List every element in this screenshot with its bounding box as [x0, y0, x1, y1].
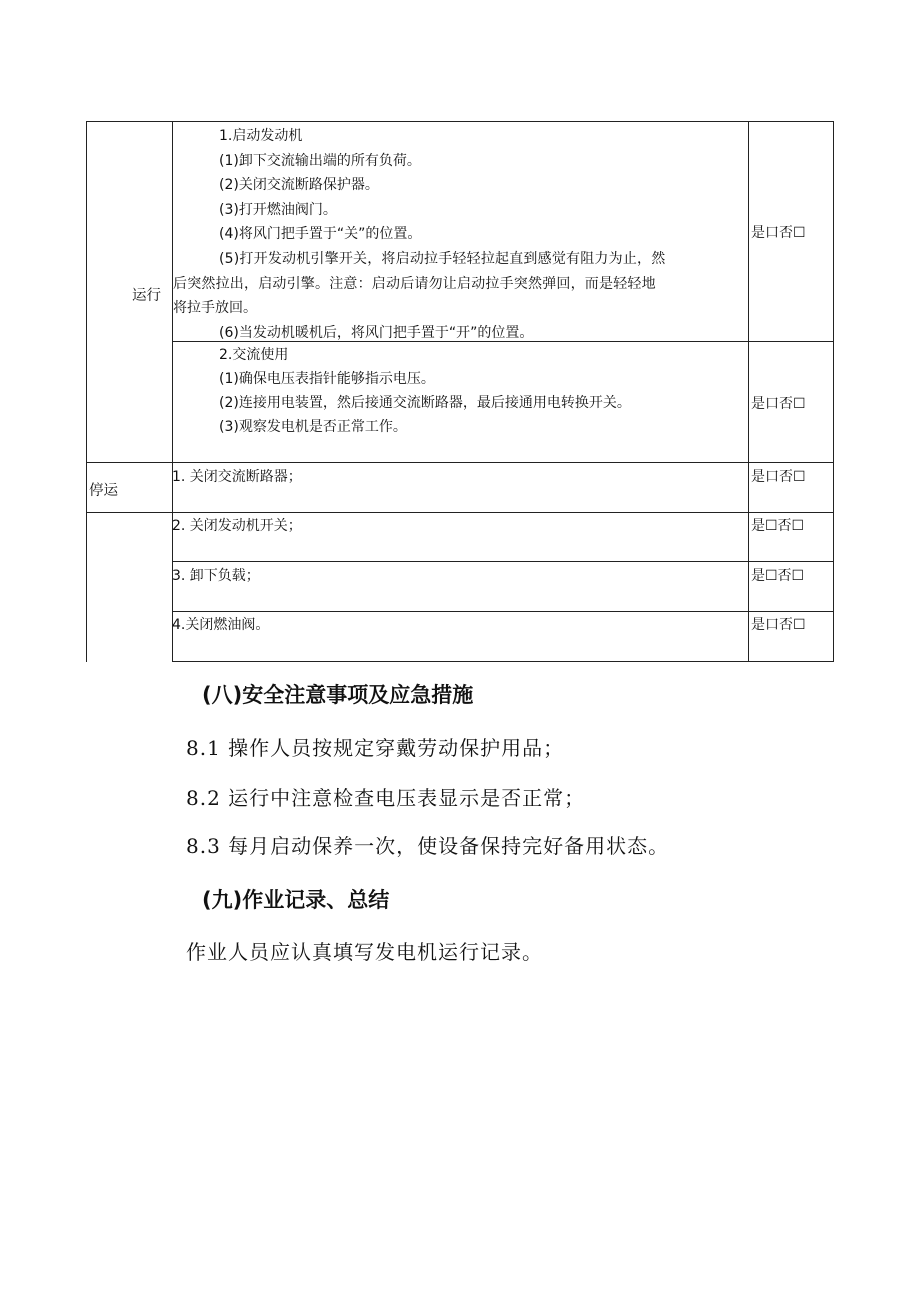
- start-engine-item: (3)打开燃油阀门。: [219, 201, 337, 218]
- stop-step: 1. 关闭交流断路器；: [172, 469, 302, 485]
- ac-use-title: 2.交流使用: [219, 347, 289, 363]
- stop-label: 停运: [89, 483, 118, 499]
- ac-use-cell: [173, 343, 751, 439]
- section-8-item: 8.2 运行中注意检查电压表显示是否正常；: [186, 786, 586, 810]
- section-8-heading: (八)安全注意事项及应急措施: [202, 683, 474, 707]
- stop-step-check: 是☐否☐: [751, 568, 805, 584]
- table-border-right: [833, 121, 834, 662]
- stop-step-check: 是口否☐: [751, 469, 806, 485]
- ac-use-item: (2)连接用电装置，然后接通交流断路器，最后接通用电转换开关。: [219, 395, 631, 411]
- stop-step: 2. 关闭发动机开关；: [172, 518, 302, 534]
- start-engine-item: (2)关闭交流断路保护器。: [219, 177, 379, 194]
- table-border-left: [86, 121, 87, 662]
- stop-step-check: 是☐否☐: [751, 518, 805, 534]
- ac-use-check: 是口否☐: [751, 396, 806, 412]
- table-rule: [86, 462, 834, 463]
- start-engine-item: 后突然拉出，启动引擎。注意：启动后请勿让启动拉手突然弹回，而是轻轻地: [173, 275, 656, 292]
- start-engine-item: 将拉手放回。: [173, 300, 257, 317]
- ac-use-item: (3)观察发电机是否正常工作。: [219, 419, 407, 435]
- start-engine-item: (1)卸下交流输出端的所有负荷。: [219, 152, 421, 169]
- table-rule: [172, 561, 834, 562]
- stop-step: 4.关闭燃油阀。: [172, 617, 270, 633]
- start-engine-item: (4)将风门把手置于“关”的位置。: [219, 226, 422, 243]
- section-9-text: 作业人员应认真填写发电机运行记录。: [186, 940, 543, 964]
- section-9-heading: (九)作业记录、总结: [202, 888, 390, 912]
- ac-use-item: (1)确保电压表指针能够指示电压。: [219, 371, 435, 387]
- stop-step-check: 是口否☐: [751, 617, 806, 633]
- table-rule: [86, 512, 834, 513]
- table-border-top: [86, 121, 834, 122]
- start-engine-item: (5)打开发动机引擎开关，将启动拉手轻轻拉起直到感觉有阻力为止，然: [219, 250, 666, 267]
- start-engine-title: 1.启动发动机: [219, 128, 303, 144]
- stop-step: 3. 卸下负载；: [172, 568, 260, 584]
- start-engine-cell: [173, 124, 751, 345]
- table-rule: [172, 611, 834, 612]
- section-8-item: 8.1 操作人员按规定穿戴劳动保护用品；: [186, 736, 565, 760]
- start-engine-check: 是口否☐: [751, 225, 806, 241]
- start-engine-item: (6)当发动机暖机后，将风门把手置于“开”的位置。: [219, 324, 534, 341]
- section-8-item: 8.3 每月启动保养一次，使设备保持完好备用状态。: [186, 834, 670, 858]
- table-border-bottom: [172, 661, 834, 662]
- running-label: 运行: [132, 288, 161, 304]
